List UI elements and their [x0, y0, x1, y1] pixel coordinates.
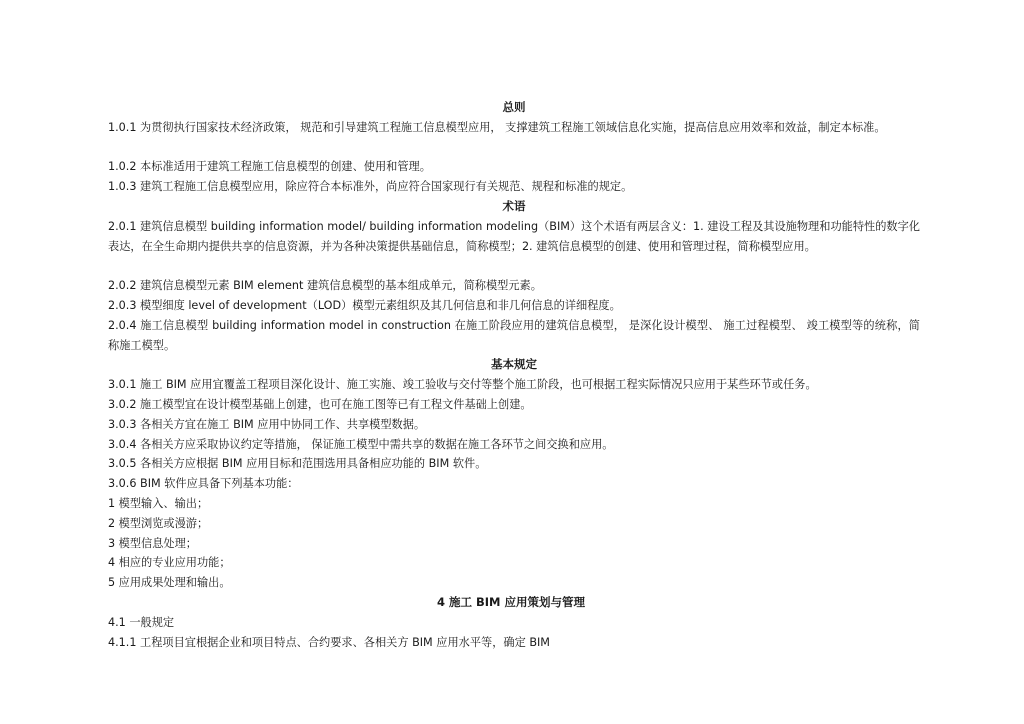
paragraph: 3.0.4 各相关方应采取协议约定等措施， 保证施工模型中需共享的数据在施工各环节之间交换和应用。: [108, 437, 614, 451]
document-page: [108, 98, 920, 652]
section-heading: 术语: [502, 198, 526, 213]
paragraph: 4.1.1 工程项目宜根据企业和项目特点、合约要求、各相关方 BIM 应用水平等，确定 BIM: [108, 635, 550, 649]
list-item: 3 模型信息处理；: [108, 536, 197, 550]
paragraph: 2.0.3 模型细度 level of development（LOD）模型元素组织及其几何信息和非几何信息的详细程度。: [108, 298, 621, 312]
list-item: 5 应用成果处理和输出。: [108, 576, 231, 590]
paragraph: 1.0.3 建筑工程施工信息模型应用，除应符合本标准外，尚应符合国家现行有关规范、规程和标准的规定。: [108, 180, 633, 194]
paragraph: 2.0.2 建筑信息模型元素 BIM element 建筑信息模型的基本组成单元，简称模型元素。: [108, 279, 542, 293]
paragraph: 1.0.1 为贯彻执行国家技术经济政策， 规范和引导建筑工程施工信息模型应用， 支撑建筑工程施工领域信息化实施，提高信息应用效率和效益，制定本标准。: [108, 120, 886, 134]
paragraph: 3.0.5 各相关方应根据 BIM 应用目标和范围选用具备相应功能的 BIM 软件。: [108, 457, 487, 471]
list-item: 4 相应的专业应用功能；: [108, 556, 231, 570]
paragraph: 2.0.4 施工信息模型 building information model in construction 在施工阶段应用的建筑信息模型， 是深化设计模型、 施工过程模型、 竣工模型等的统称，简称施工模型。: [108, 318, 920, 352]
paragraph: 1.0.2 本标准适用于建筑工程施工信息模型的创建、使用和管理。: [108, 160, 431, 174]
paragraph: 3.0.2 施工模型宜在设计模型基础上创建，也可在施工图等已有工程文件基础上创建。: [108, 397, 532, 411]
section-heading: 基本规定: [491, 357, 537, 372]
paragraph: 4.1 一般规定: [108, 615, 175, 629]
paragraph: 3.0.1 施工 BIM 应用宜覆盖工程项目深化设计、施工实施、竣工验收与交付等整个施工阶段，也可根据工程实际情况只应用于某些环节或任务。: [108, 378, 817, 392]
section-heading: 4 施工 BIM 应用策划与管理: [437, 594, 585, 609]
paragraph: 2.0.1 建筑信息模型 building information model/ building information modeling（BIM）这个术语有两层含义：1. 建设工程及其设施物理和功能特性的数字化表达，在全生命期内提供共享的信息资源，并为各种决策提供基础信息，简称模型；2. 建筑信息模型的创建、使用和管理过程，简称模型应用。: [108, 219, 920, 253]
list-item: 2 模型浏览或漫游；: [108, 516, 209, 530]
paragraph: 3.0.6 BIM 软件应具备下列基本功能：: [108, 477, 299, 491]
section-heading: 总则: [502, 100, 526, 114]
paragraph: 3.0.3 各相关方宜在施工 BIM 应用中协同工作、共享模型数据。: [108, 417, 426, 431]
list-item: 1 模型输入、输出；: [108, 496, 209, 510]
